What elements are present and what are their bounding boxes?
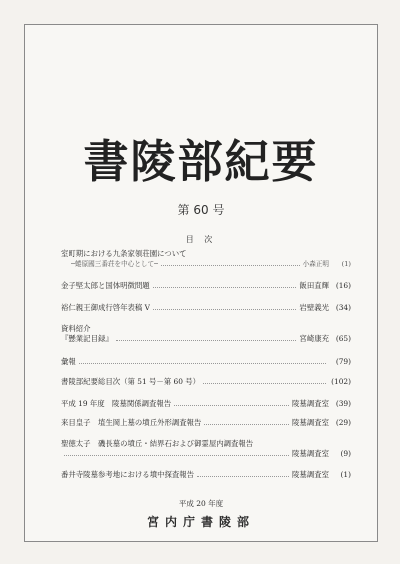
entry-title: 資料紹介	[61, 324, 91, 333]
entry-page: (39)	[335, 399, 351, 408]
entry-page: (9)	[340, 449, 351, 458]
entry-page: (102)	[331, 377, 351, 386]
entry-author: 飯田直輝	[299, 281, 329, 290]
toc-entry	[61, 281, 351, 291]
toc-entry	[61, 470, 351, 480]
entry-page: (65)	[335, 334, 351, 343]
entry-author: 陵墓調査室	[292, 470, 329, 479]
cover-page	[24, 24, 378, 542]
entry-title: 裕仁親王御成行啓年表稿 V	[61, 303, 150, 312]
entry-title: 室町期における九条家領荘園について	[61, 249, 187, 258]
entry-author: 岩壁義光	[299, 303, 329, 312]
entry-title: 来目皇子 埴生岡上墓の墳丘外形調査報告	[61, 418, 202, 427]
toc-heading: 目 次	[185, 235, 217, 244]
entry-subtitle: ─蜷原國三番荘を中心として─	[71, 260, 159, 268]
entry-title: 番井寺陵墓参考地における墳中探査報告	[61, 470, 195, 479]
fiscal-year: 平成 20 年度	[178, 499, 224, 508]
entry-page: (34)	[335, 303, 351, 312]
entry-subtitle: 『懸業記目録』	[61, 334, 113, 343]
entry-author: 陵墓調査室	[292, 399, 329, 408]
toc-entry	[61, 249, 351, 269]
toc-entry	[61, 377, 351, 387]
toc-entry	[61, 324, 351, 344]
entry-title: 彙報	[61, 357, 76, 366]
journal-title: 書陵部紀要	[83, 135, 319, 188]
entry-page: (16)	[335, 281, 351, 290]
entry-page: (1)	[341, 260, 351, 268]
entry-title: 書陵部紀要総目次（第 51 号－第 60 号）	[61, 377, 201, 386]
entry-title: 平成 19 年度 陵墓関係調査報告	[61, 399, 172, 408]
toc-entry	[61, 357, 351, 367]
entry-author: 宮崎康充	[299, 334, 329, 343]
entry-author: 小森正明	[302, 260, 329, 268]
toc-entry	[61, 418, 351, 428]
issue-number: 第 60 号	[177, 203, 225, 217]
toc-entry	[61, 303, 351, 313]
toc-entry	[61, 399, 351, 409]
entry-page: (29)	[335, 418, 351, 427]
entry-page: (79)	[335, 357, 351, 366]
toc-entry	[61, 439, 351, 459]
entry-author: 陵墓調査室	[292, 418, 329, 427]
entry-title: 金子堅太郎と国体明徴問題	[61, 281, 150, 290]
entry-author: 陵墓調査室	[292, 449, 329, 458]
entry-page: (1)	[340, 470, 351, 479]
publisher: 宮内庁書陵部	[146, 515, 255, 529]
entry-title: 聖徳太子 磯長墓の墳丘・結界石および御霊屋内調査報告	[61, 439, 254, 448]
